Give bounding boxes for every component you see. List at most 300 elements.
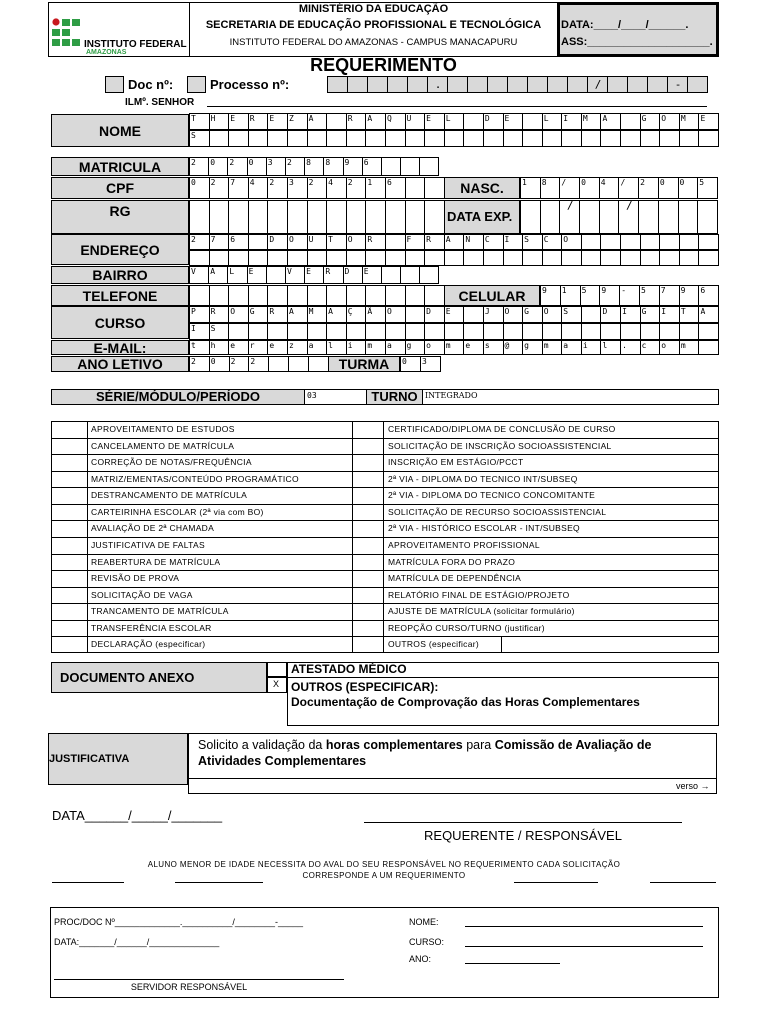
char-cell[interactable]: i xyxy=(582,340,602,355)
char-cell[interactable] xyxy=(425,250,445,266)
option-right-checkbox[interactable] xyxy=(353,521,382,536)
option-left-checkbox[interactable] xyxy=(52,521,86,536)
char-cell[interactable]: a xyxy=(562,340,582,355)
char-cell[interactable] xyxy=(484,130,504,147)
char-cell[interactable] xyxy=(660,323,680,340)
char-cell[interactable]: 5 xyxy=(698,177,718,199)
char-cell[interactable] xyxy=(445,250,465,266)
char-cell[interactable]: E xyxy=(363,266,382,284)
char-cell[interactable] xyxy=(366,200,386,234)
char-cell[interactable]: D xyxy=(484,113,504,130)
char-cell[interactable]: m xyxy=(366,340,386,355)
char-cell[interactable] xyxy=(406,250,426,266)
data-line[interactable]: DATA______/_____/_______ xyxy=(52,808,223,823)
char-cell[interactable]: L xyxy=(228,266,247,284)
char-cell[interactable] xyxy=(601,234,621,250)
char-cell[interactable] xyxy=(288,130,308,147)
char-cell[interactable] xyxy=(660,234,680,250)
char-cell[interactable] xyxy=(406,177,426,199)
char-cell[interactable] xyxy=(464,113,484,130)
char-cell[interactable] xyxy=(445,323,465,340)
char-cell[interactable]: a xyxy=(386,340,406,355)
char-cell[interactable] xyxy=(680,323,700,340)
option-left-checkbox[interactable] xyxy=(52,455,86,470)
option-left-checkbox[interactable] xyxy=(52,439,86,454)
char-cell[interactable]: @ xyxy=(504,340,524,355)
char-cell[interactable] xyxy=(425,200,445,234)
char-cell[interactable] xyxy=(580,200,600,234)
option-right-checkbox[interactable] xyxy=(353,439,382,454)
char-cell[interactable]: 0 xyxy=(580,177,600,199)
char-cell[interactable]: E xyxy=(248,266,267,284)
char-cell[interactable]: I xyxy=(190,323,210,340)
char-cell[interactable]: U xyxy=(308,234,328,250)
outros-specify-field[interactable] xyxy=(501,636,502,653)
char-cell[interactable]: 8 xyxy=(324,157,343,176)
char-cell[interactable]: 5 xyxy=(640,285,660,306)
char-cell[interactable] xyxy=(600,200,620,234)
char-cell[interactable]: 7 xyxy=(229,177,249,199)
char-cell[interactable] xyxy=(366,285,386,306)
char-cell[interactable]: 0 xyxy=(248,157,267,176)
char-cell[interactable]: R xyxy=(249,113,269,130)
nome-grid-line1[interactable] xyxy=(189,113,719,130)
option-right-checkbox[interactable] xyxy=(353,604,382,619)
char-cell[interactable] xyxy=(541,200,561,234)
char-cell[interactable]: 3 xyxy=(288,177,308,199)
char-cell[interactable] xyxy=(288,250,308,266)
serie-value[interactable]: 03 xyxy=(307,391,317,400)
char-cell[interactable] xyxy=(621,250,641,266)
char-cell[interactable]: G xyxy=(249,306,269,323)
char-cell[interactable] xyxy=(347,285,367,306)
endereco-grid-line1[interactable] xyxy=(189,234,719,250)
char-cell[interactable] xyxy=(425,130,445,147)
char-cell[interactable]: 9 xyxy=(344,157,363,176)
char-cell[interactable] xyxy=(327,113,347,130)
doc-checkbox[interactable] xyxy=(105,76,124,93)
char-cell[interactable]: 8 xyxy=(305,157,324,176)
char-cell[interactable]: 4 xyxy=(600,177,620,199)
char-cell[interactable] xyxy=(327,285,347,306)
option-right-checkbox[interactable] xyxy=(353,488,382,503)
char-cell[interactable] xyxy=(289,356,309,372)
char-cell[interactable] xyxy=(190,250,210,266)
char-cell[interactable]: 2 xyxy=(639,177,659,199)
char-cell[interactable]: g xyxy=(406,340,426,355)
char-cell[interactable]: / xyxy=(560,177,580,199)
char-cell[interactable]: o xyxy=(660,340,680,355)
char-cell[interactable]: / xyxy=(560,200,580,234)
char-cell[interactable] xyxy=(601,323,621,340)
char-cell[interactable]: E xyxy=(425,113,445,130)
char-cell[interactable]: O xyxy=(386,306,406,323)
char-cell[interactable] xyxy=(680,234,700,250)
char-cell[interactable]: T xyxy=(190,113,210,130)
char-cell[interactable] xyxy=(699,234,719,250)
char-cell[interactable] xyxy=(269,356,289,372)
char-cell[interactable]: G xyxy=(523,306,543,323)
char-cell[interactable] xyxy=(382,157,401,176)
char-cell[interactable] xyxy=(288,323,308,340)
option-right-checkbox[interactable] xyxy=(353,455,382,470)
char-cell[interactable] xyxy=(601,250,621,266)
char-cell[interactable] xyxy=(386,234,406,250)
char-cell[interactable]: 3 xyxy=(421,356,441,372)
char-cell[interactable]: s xyxy=(484,340,504,355)
char-cell[interactable]: S xyxy=(210,323,230,340)
char-cell[interactable]: C xyxy=(543,234,563,250)
char-cell[interactable] xyxy=(484,323,504,340)
char-cell[interactable] xyxy=(445,130,465,147)
char-cell[interactable] xyxy=(699,130,719,147)
char-cell[interactable] xyxy=(386,250,406,266)
char-cell[interactable]: 9 xyxy=(680,285,700,306)
option-left-checkbox[interactable] xyxy=(52,555,86,570)
char-cell[interactable]: e xyxy=(268,340,288,355)
char-cell[interactable]: A xyxy=(209,266,228,284)
rg-grid[interactable] xyxy=(189,200,445,234)
char-cell[interactable] xyxy=(401,157,420,176)
char-cell[interactable] xyxy=(288,285,308,306)
option-right-checkbox[interactable] xyxy=(353,472,382,487)
char-cell[interactable] xyxy=(464,250,484,266)
char-cell[interactable]: 0 xyxy=(190,177,210,199)
char-cell[interactable]: g xyxy=(523,340,543,355)
char-cell[interactable]: L xyxy=(543,113,563,130)
char-cell[interactable]: 1 xyxy=(366,177,386,199)
char-cell[interactable] xyxy=(308,285,328,306)
char-cell[interactable] xyxy=(327,200,347,234)
char-cell[interactable] xyxy=(641,250,661,266)
char-cell[interactable] xyxy=(680,250,700,266)
char-cell[interactable]: R xyxy=(366,234,386,250)
char-cell[interactable] xyxy=(523,323,543,340)
justificativa-text[interactable] xyxy=(198,737,713,769)
char-cell[interactable] xyxy=(366,250,386,266)
char-cell[interactable]: M xyxy=(680,113,700,130)
char-cell[interactable]: A xyxy=(327,306,347,323)
char-cell[interactable] xyxy=(582,306,602,323)
char-cell[interactable]: T xyxy=(327,234,347,250)
char-cell[interactable] xyxy=(660,250,680,266)
char-cell[interactable] xyxy=(543,323,563,340)
matricula-grid[interactable] xyxy=(189,157,439,176)
char-cell[interactable]: 1 xyxy=(561,285,581,306)
char-cell[interactable] xyxy=(386,285,406,306)
char-cell[interactable]: 5 xyxy=(581,285,601,306)
footer-curso-line[interactable] xyxy=(465,946,703,947)
char-cell[interactable]: 2 xyxy=(210,177,230,199)
option-left-checkbox[interactable] xyxy=(52,621,86,636)
char-cell[interactable]: . xyxy=(621,340,641,355)
char-cell[interactable]: 6 xyxy=(386,177,406,199)
cpf-grid[interactable] xyxy=(189,177,445,199)
ano-letivo-grid[interactable] xyxy=(189,356,329,372)
header-date-field[interactable]: DATA:____/____/______. xyxy=(561,19,689,31)
char-cell[interactable]: r xyxy=(249,340,269,355)
char-cell[interactable] xyxy=(327,323,347,340)
char-cell[interactable] xyxy=(347,200,367,234)
char-cell[interactable] xyxy=(347,130,367,147)
option-left-checkbox[interactable] xyxy=(52,604,86,619)
anexo-checkbox-1[interactable] xyxy=(267,662,287,677)
char-cell[interactable]: 2 xyxy=(308,177,328,199)
char-cell[interactable]: 9 xyxy=(600,285,620,306)
char-cell[interactable]: 7 xyxy=(660,285,680,306)
char-cell[interactable] xyxy=(386,200,406,234)
char-cell[interactable]: 0 xyxy=(679,177,699,199)
char-cell[interactable] xyxy=(249,323,269,340)
char-cell[interactable]: 2 xyxy=(249,356,269,372)
char-cell[interactable]: e xyxy=(229,340,249,355)
char-cell[interactable] xyxy=(562,130,582,147)
char-cell[interactable] xyxy=(523,113,543,130)
char-cell[interactable] xyxy=(679,200,699,234)
char-cell[interactable]: A xyxy=(366,113,386,130)
char-cell[interactable]: 6 xyxy=(699,285,719,306)
char-cell[interactable] xyxy=(406,200,426,234)
char-cell[interactable]: l xyxy=(327,340,347,355)
char-cell[interactable]: 2 xyxy=(228,157,247,176)
data-exp-grid[interactable] xyxy=(520,200,718,234)
char-cell[interactable] xyxy=(268,200,288,234)
char-cell[interactable] xyxy=(210,250,230,266)
char-cell[interactable]: I xyxy=(660,306,680,323)
footer-ano-line[interactable] xyxy=(465,963,560,964)
char-cell[interactable]: 0 xyxy=(209,157,228,176)
char-cell[interactable] xyxy=(229,130,249,147)
char-cell[interactable] xyxy=(641,234,661,250)
char-cell[interactable]: 2 xyxy=(190,356,210,372)
option-left-checkbox[interactable] xyxy=(52,472,86,487)
servidor-signature-line[interactable] xyxy=(54,979,344,980)
char-cell[interactable]: 3 xyxy=(267,157,286,176)
char-cell[interactable]: 2 xyxy=(268,177,288,199)
option-left-checkbox[interactable] xyxy=(52,538,86,553)
char-cell[interactable] xyxy=(268,250,288,266)
char-cell[interactable]: 7 xyxy=(210,234,230,250)
char-cell[interactable]: G xyxy=(641,306,661,323)
char-cell[interactable] xyxy=(504,130,524,147)
char-cell[interactable]: N xyxy=(464,234,484,250)
char-cell[interactable]: 2 xyxy=(230,356,250,372)
char-cell[interactable] xyxy=(698,200,718,234)
option-left-checkbox[interactable] xyxy=(52,571,86,586)
option-left-checkbox[interactable] xyxy=(52,505,86,520)
char-cell[interactable] xyxy=(382,266,401,284)
char-cell[interactable] xyxy=(190,200,210,234)
char-cell[interactable]: c xyxy=(641,340,661,355)
char-cell[interactable] xyxy=(308,250,328,266)
char-cell[interactable] xyxy=(621,234,641,250)
char-cell[interactable]: z xyxy=(288,340,308,355)
char-cell[interactable]: E xyxy=(699,113,719,130)
char-cell[interactable] xyxy=(347,323,367,340)
char-cell[interactable]: A xyxy=(699,306,719,323)
char-cell[interactable]: 2 xyxy=(190,234,210,250)
char-cell[interactable] xyxy=(504,323,524,340)
requerente-signature-line[interactable] xyxy=(364,822,682,823)
char-cell[interactable]: - xyxy=(620,285,640,306)
footer-proc-field[interactable]: PROC/DOC Nº_____________.__________/________-_____ xyxy=(54,917,303,927)
char-cell[interactable]: O xyxy=(347,234,367,250)
endereco-grid-line2[interactable] xyxy=(189,250,719,266)
option-right-checkbox[interactable] xyxy=(353,422,382,437)
char-cell[interactable]: 1 xyxy=(521,177,541,199)
char-cell[interactable] xyxy=(523,130,543,147)
option-right-checkbox[interactable] xyxy=(353,538,382,553)
char-cell[interactable] xyxy=(288,200,308,234)
char-cell[interactable]: h xyxy=(210,340,230,355)
char-cell[interactable]: A xyxy=(288,306,308,323)
email-grid[interactable] xyxy=(189,340,719,355)
processo-checkbox[interactable] xyxy=(187,76,206,93)
char-cell[interactable] xyxy=(210,200,230,234)
char-cell[interactable] xyxy=(425,323,445,340)
char-cell[interactable]: A xyxy=(601,113,621,130)
char-cell[interactable] xyxy=(425,177,445,199)
char-cell[interactable]: E xyxy=(268,113,288,130)
char-cell[interactable] xyxy=(425,285,445,306)
char-cell[interactable] xyxy=(229,285,249,306)
char-cell[interactable] xyxy=(582,323,602,340)
char-cell[interactable]: O xyxy=(229,306,249,323)
char-cell[interactable]: l xyxy=(601,340,621,355)
char-cell[interactable]: V xyxy=(286,266,305,284)
char-cell[interactable] xyxy=(621,130,641,147)
anexo-option-detail[interactable]: Documentação de Comprovação das Horas Complementares xyxy=(291,695,640,709)
char-cell[interactable] xyxy=(249,250,269,266)
char-cell[interactable] xyxy=(347,250,367,266)
char-cell[interactable]: R xyxy=(268,306,288,323)
char-cell[interactable]: a xyxy=(308,340,328,355)
char-cell[interactable] xyxy=(660,130,680,147)
char-cell[interactable] xyxy=(249,130,269,147)
option-right-checkbox[interactable] xyxy=(353,505,382,520)
char-cell[interactable] xyxy=(639,200,659,234)
char-cell[interactable]: Z xyxy=(288,113,308,130)
char-cell[interactable] xyxy=(699,340,719,355)
char-cell[interactable]: R xyxy=(210,306,230,323)
char-cell[interactable]: U xyxy=(406,113,426,130)
char-cell[interactable]: / xyxy=(619,177,639,199)
char-cell[interactable]: O xyxy=(543,306,563,323)
option-right-checkbox[interactable] xyxy=(353,555,382,570)
char-cell[interactable]: I xyxy=(504,234,524,250)
char-cell[interactable] xyxy=(366,323,386,340)
char-cell[interactable]: P xyxy=(190,306,210,323)
char-cell[interactable] xyxy=(699,323,719,340)
char-cell[interactable]: 6 xyxy=(229,234,249,250)
char-cell[interactable] xyxy=(190,285,210,306)
char-cell[interactable]: J xyxy=(484,306,504,323)
char-cell[interactable] xyxy=(308,323,328,340)
char-cell[interactable]: A xyxy=(308,113,328,130)
char-cell[interactable]: 9 xyxy=(541,285,561,306)
char-cell[interactable] xyxy=(406,130,426,147)
char-cell[interactable]: 2 xyxy=(347,177,367,199)
header-ass-field[interactable]: ASS:____________________. xyxy=(561,36,713,48)
char-cell[interactable]: 0 xyxy=(401,356,421,372)
char-cell[interactable]: 0 xyxy=(210,356,230,372)
option-left-checkbox[interactable] xyxy=(52,637,86,652)
char-cell[interactable]: 4 xyxy=(249,177,269,199)
char-cell[interactable] xyxy=(249,200,269,234)
char-cell[interactable]: m xyxy=(445,340,465,355)
char-cell[interactable] xyxy=(229,200,249,234)
char-cell[interactable] xyxy=(641,323,661,340)
char-cell[interactable]: m xyxy=(680,340,700,355)
char-cell[interactable]: D xyxy=(425,306,445,323)
char-cell[interactable] xyxy=(582,234,602,250)
char-cell[interactable] xyxy=(543,130,563,147)
char-cell[interactable] xyxy=(229,250,249,266)
char-cell[interactable] xyxy=(327,130,347,147)
char-cell[interactable] xyxy=(582,250,602,266)
turno-value[interactable]: INTEGRADO xyxy=(425,391,478,400)
char-cell[interactable] xyxy=(659,200,679,234)
char-cell[interactable] xyxy=(464,130,484,147)
char-cell[interactable]: M xyxy=(308,306,328,323)
option-left-checkbox[interactable] xyxy=(52,588,86,603)
char-cell[interactable] xyxy=(562,250,582,266)
char-cell[interactable] xyxy=(562,323,582,340)
option-left-checkbox[interactable] xyxy=(52,422,86,437)
turma-grid[interactable] xyxy=(400,356,441,372)
char-cell[interactable]: / xyxy=(619,200,639,234)
char-cell[interactable] xyxy=(386,130,406,147)
char-cell[interactable]: R xyxy=(347,113,367,130)
char-cell[interactable] xyxy=(308,130,328,147)
char-cell[interactable] xyxy=(521,200,541,234)
char-cell[interactable] xyxy=(401,266,420,284)
option-right-checkbox[interactable] xyxy=(353,588,382,603)
bairro-grid[interactable] xyxy=(189,266,439,284)
char-cell[interactable] xyxy=(210,285,230,306)
char-cell[interactable] xyxy=(327,250,347,266)
char-cell[interactable] xyxy=(464,306,484,323)
char-cell[interactable]: i xyxy=(347,340,367,355)
char-cell[interactable]: E xyxy=(504,113,524,130)
char-cell[interactable] xyxy=(366,130,386,147)
char-cell[interactable]: Ã xyxy=(366,306,386,323)
char-cell[interactable] xyxy=(680,130,700,147)
char-cell[interactable] xyxy=(504,250,524,266)
footer-nome-line[interactable] xyxy=(465,926,703,927)
char-cell[interactable]: E xyxy=(445,306,465,323)
char-cell[interactable] xyxy=(210,130,230,147)
char-cell[interactable] xyxy=(621,323,641,340)
char-cell[interactable]: O xyxy=(562,234,582,250)
curso-grid-line2[interactable] xyxy=(189,323,719,340)
footer-data-field[interactable]: DATA:_______/______/______________ xyxy=(54,937,220,947)
char-cell[interactable] xyxy=(268,285,288,306)
ilm-line[interactable] xyxy=(207,106,707,107)
char-cell[interactable]: T xyxy=(680,306,700,323)
char-cell[interactable] xyxy=(249,234,269,250)
char-cell[interactable] xyxy=(386,323,406,340)
celular-grid[interactable] xyxy=(540,285,719,306)
char-cell[interactable]: S xyxy=(190,130,210,147)
char-cell[interactable]: 4 xyxy=(327,177,347,199)
char-cell[interactable]: C xyxy=(484,234,504,250)
char-cell[interactable] xyxy=(229,323,249,340)
telefone-grid[interactable] xyxy=(189,285,445,306)
char-cell[interactable] xyxy=(309,356,329,372)
char-cell[interactable]: 8 xyxy=(541,177,561,199)
char-cell[interactable] xyxy=(699,250,719,266)
